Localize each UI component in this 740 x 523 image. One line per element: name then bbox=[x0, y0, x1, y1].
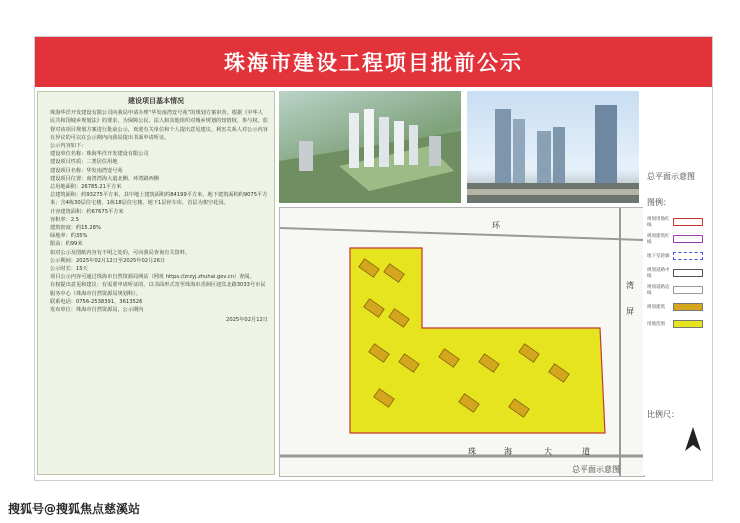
info-index: 容积率：2.5 bbox=[50, 216, 79, 223]
legend-item-label: 地下室轮廓 bbox=[647, 253, 670, 259]
info-date: 2025年02月12日 bbox=[226, 317, 268, 324]
road-label: 环 bbox=[492, 221, 500, 230]
legend-item bbox=[647, 211, 707, 228]
plan-caption: 总平面示意图 bbox=[572, 465, 620, 474]
road-label: 屏 bbox=[626, 307, 634, 316]
info-line: 总用地面积：26785.21平方米 bbox=[50, 184, 122, 191]
info-period: 公示期间：2025年02月12日至2025年02月26日 bbox=[50, 257, 166, 264]
info-feedback: 有权提出意见和建议：有需要申请听证的，以书面形式寄至珠海市香洲区迎宾北路3033号市民服务中心（珠海市自然资源局规划科）。 bbox=[50, 282, 266, 297]
road-label: 湾 bbox=[626, 281, 634, 290]
legend-swatch bbox=[673, 303, 703, 311]
info-index: 建筑密度：约15.28% bbox=[50, 225, 101, 232]
info-line: 建设项目性质：二类居住用地 bbox=[50, 159, 118, 166]
info-line: 建设项目名称：华发南湾壹号苑 bbox=[50, 167, 123, 174]
info-intro: 珠海华洋开发建设有限公司向我局申请办理“华发南湾壹号苑”的规划方案审查。根据《中华人民共和国城乡规划法》的要求，为保障公民、法人和其他组织对城乡规划的知情权、参与权、监督对该项目规划方案进行批前公示，欢迎有关单位和个人提出意见建议。利害关系人对公示内容有异议的可以在公示期内向我局提出书面申请听证。 bbox=[50, 110, 268, 141]
info-period: 公示时长：15天 bbox=[50, 266, 88, 273]
legend-item-label: 用地范围 bbox=[647, 321, 665, 327]
site-plan bbox=[279, 207, 645, 477]
legend-item bbox=[647, 296, 707, 310]
legend-item bbox=[647, 245, 707, 259]
site-plan-graphic bbox=[280, 208, 644, 476]
info-area: 总建筑面积：约93275平方米，其中地上建筑面积约84199平方米，地下建筑面积约9075平方米；含4栋30层住宅楼，1栋18层住宅楼，地下1层停车库，首层为架空花园。 bbox=[50, 192, 268, 207]
page-title: 珠海市建设工程项目批前公示 bbox=[35, 37, 712, 87]
info-contact: 如对公示及图纸内容有不明之处的，可向我局查询有关资料。 bbox=[50, 249, 191, 256]
legend-swatch bbox=[673, 286, 703, 294]
legend-panel bbox=[643, 91, 711, 475]
legend-item bbox=[647, 228, 707, 245]
legend-label: 图例： bbox=[647, 198, 671, 207]
scale-label: 比例尺： bbox=[647, 410, 679, 419]
aerial-rendering-image bbox=[279, 91, 461, 203]
road-label: 道 bbox=[582, 447, 590, 456]
legend-item-label: 规划道路中线 bbox=[647, 267, 670, 279]
info-index: 限高：约99米 bbox=[50, 241, 83, 248]
legend-swatch bbox=[673, 235, 703, 243]
legend-item bbox=[647, 279, 707, 296]
project-info-panel bbox=[37, 91, 275, 475]
legend-item bbox=[647, 313, 707, 327]
watermark-text: 搜狐号@搜狐焦点慈溪站 bbox=[8, 502, 141, 516]
info-index: 绿地率：约35% bbox=[50, 233, 88, 240]
legend-item-label: 规划建筑 bbox=[647, 304, 665, 310]
perspective-rendering-image bbox=[467, 91, 639, 203]
render-towers-graphic bbox=[467, 91, 639, 203]
info-line: 建设单位名称：珠海华洋开发建设有限公司 bbox=[50, 151, 149, 158]
legend-title: 总平面示意图 bbox=[647, 172, 695, 181]
info-heading: 建设项目基本情况 bbox=[128, 97, 184, 105]
legend-swatch bbox=[673, 252, 703, 260]
road-label: 珠 bbox=[468, 447, 476, 456]
info-line: 建设项目位置：南湾湾海大道北侧、环湾路西侧 bbox=[50, 175, 159, 182]
info-phone: 联系电话：0756-2538391，3613526 bbox=[50, 298, 143, 305]
road-label: 海 bbox=[504, 447, 512, 456]
road-label: 大 bbox=[544, 447, 552, 456]
info-issuer: 发布单位：珠海市自然资源局，公示期内 bbox=[50, 307, 144, 314]
notice-board bbox=[34, 36, 713, 481]
north-arrow-icon bbox=[683, 427, 703, 455]
legend-item-label: 规划道路边线 bbox=[647, 284, 670, 296]
legend-item-label: 规划用地红线 bbox=[647, 216, 670, 228]
legend-swatch bbox=[673, 269, 703, 277]
legend-swatch bbox=[673, 218, 703, 226]
legend-swatch bbox=[673, 320, 703, 328]
legend-item-label: 规划建筑红线 bbox=[647, 233, 670, 245]
info-website: 项目公示内容可通过珠海市自然资源局网站（网址 https://zrzyj.zhuhai.gov.cn）查阅。 bbox=[50, 274, 255, 281]
legend-item bbox=[647, 262, 707, 279]
info-index: 计容建筑面积：约67675平方米 bbox=[50, 208, 124, 215]
aerial-towers-graphic bbox=[279, 91, 461, 203]
info-line: 公示内容如下： bbox=[50, 143, 87, 150]
